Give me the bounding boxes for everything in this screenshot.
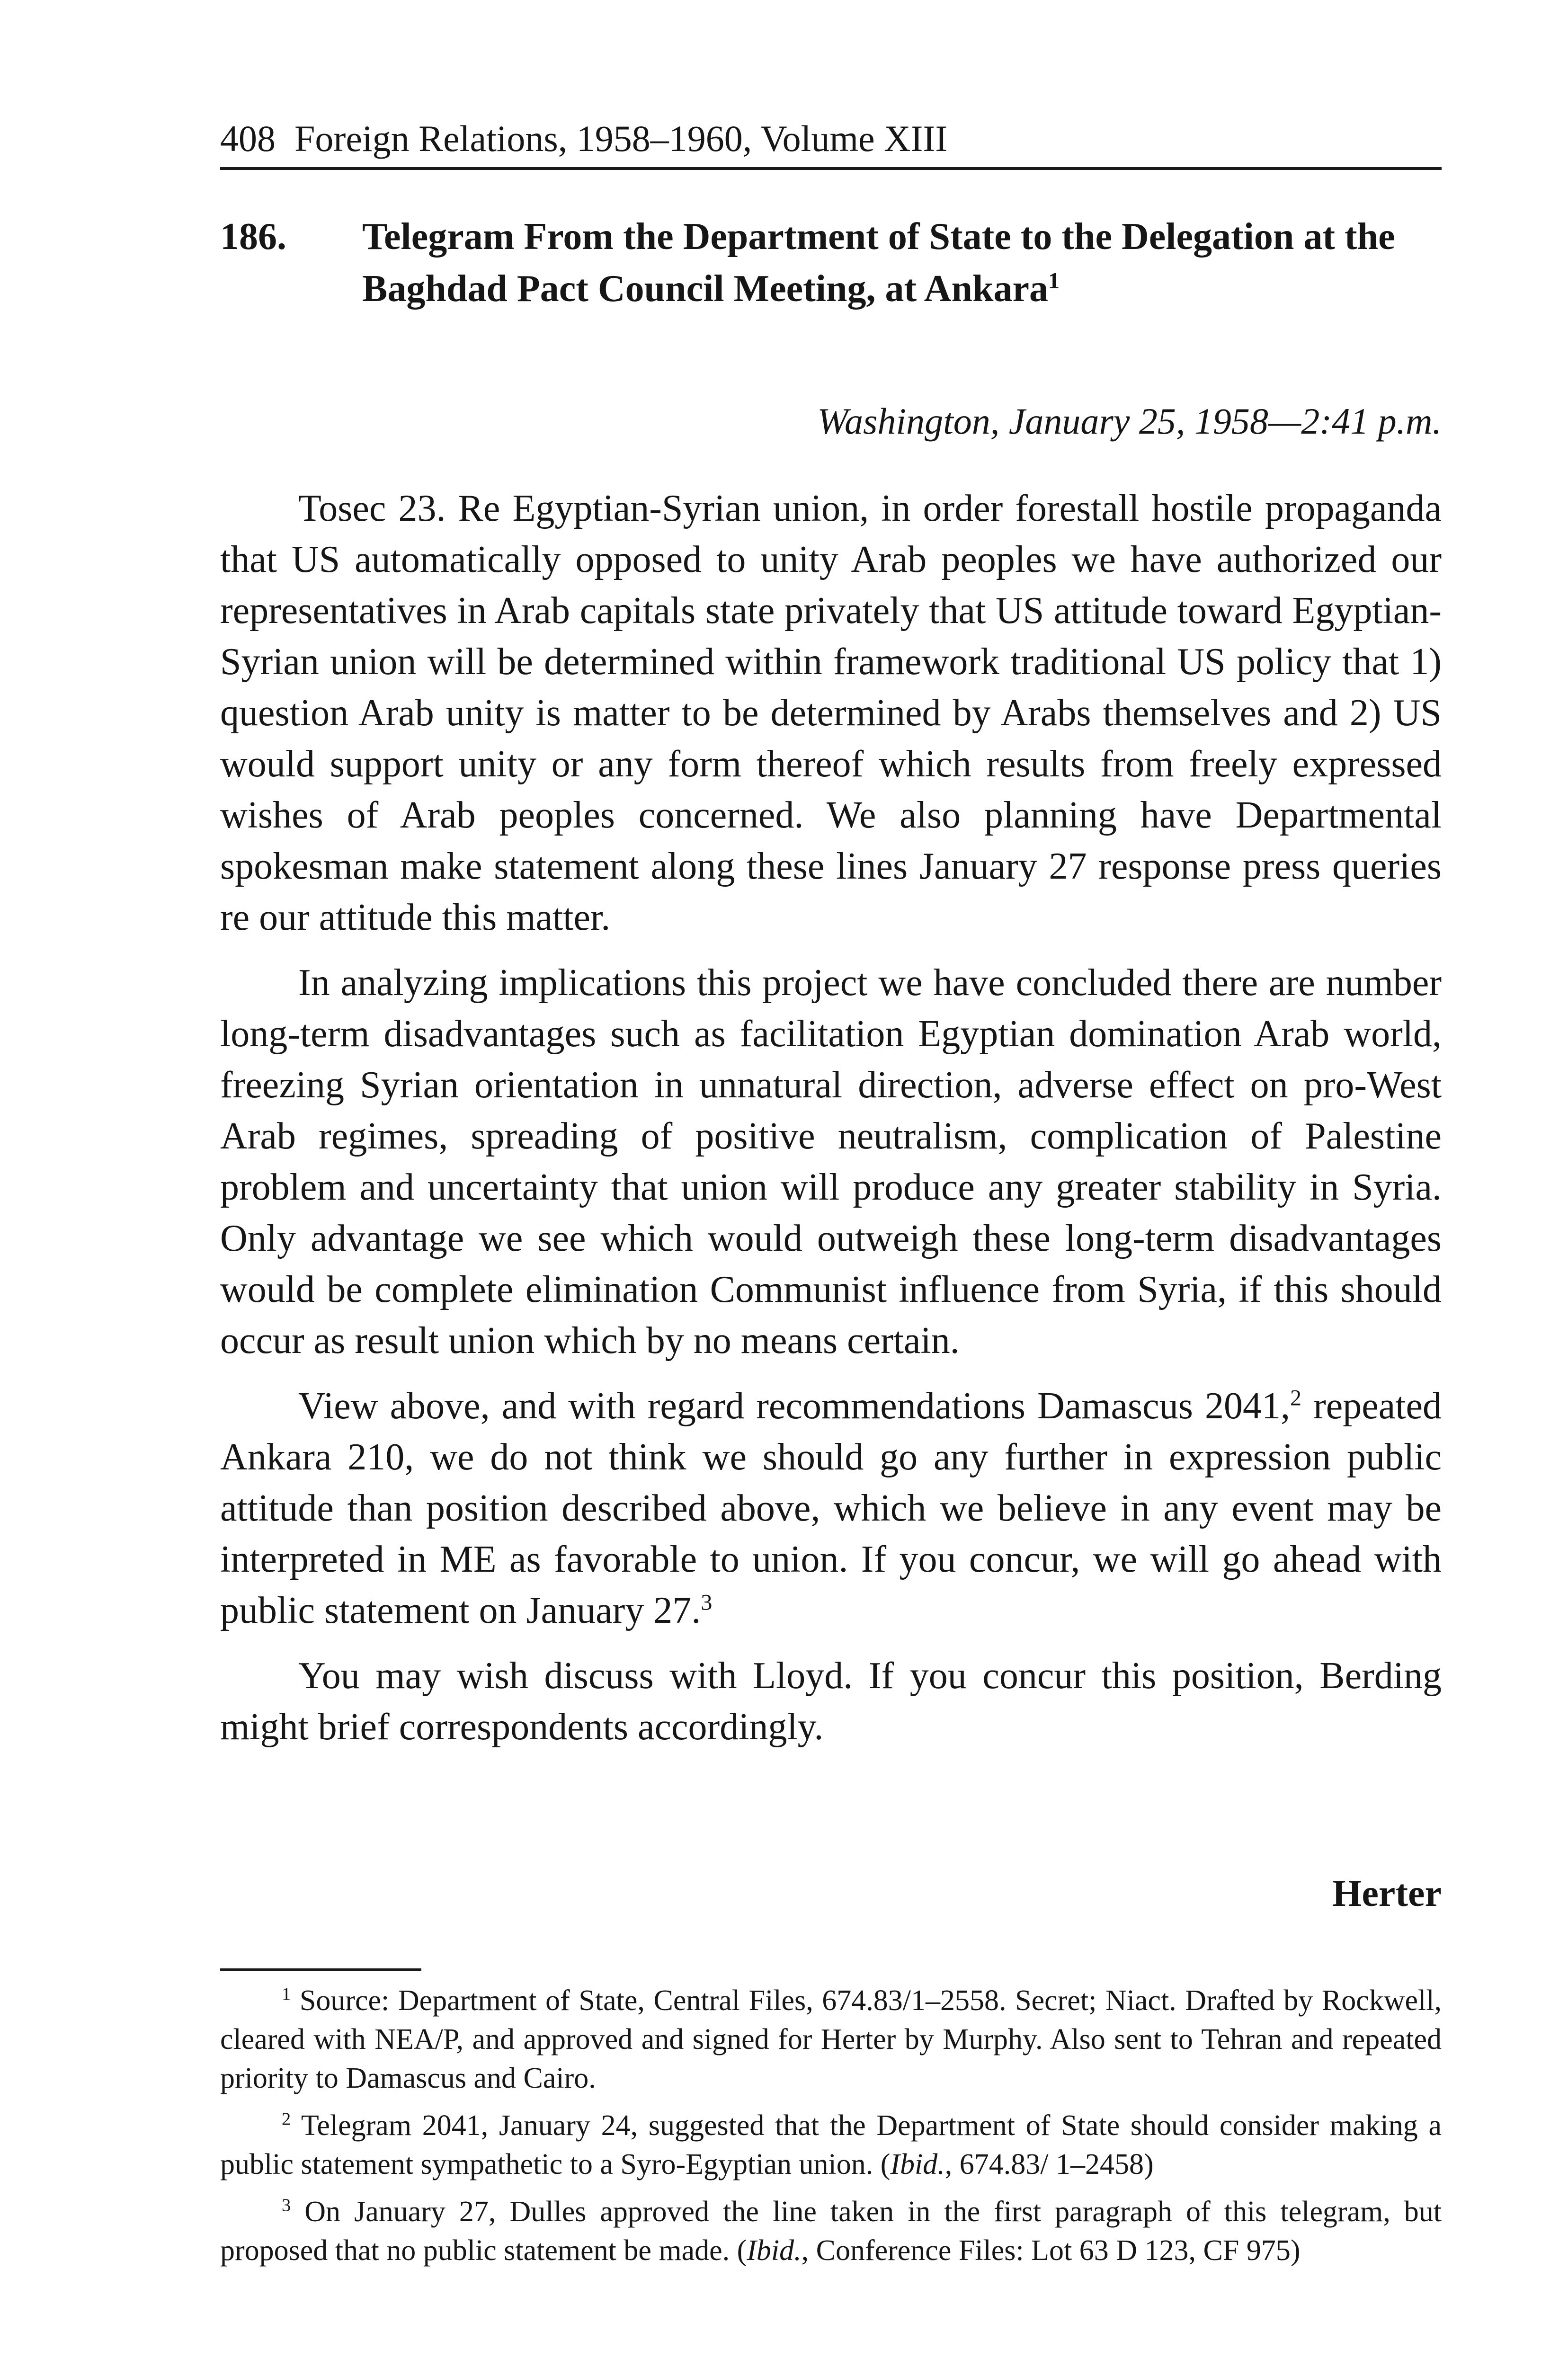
dateline: Washington, January 25, 1958—2:41 p.m. <box>817 400 1442 442</box>
footnote-2 <box>220 2106 1442 2184</box>
footnote-ref-2: 2 <box>1290 1385 1301 1411</box>
footnote-2-marker: 2 <box>282 2109 291 2129</box>
footnote-1-marker: 1 <box>282 1984 291 2004</box>
footnote-divider <box>220 1968 421 1971</box>
paragraph-4: You may wish discuss with Lloyd. If you concur this position, Berding might brief correspondents accordingly. <box>220 1655 1442 1748</box>
footnote-1 <box>220 1981 1442 2098</box>
paragraph-3 <box>220 1380 1442 1636</box>
footnotes <box>220 1981 1442 2278</box>
paragraph-3-part-b: repeated Ankara 210, we do not think we should go any further in expression public attitude than position described above, which we believe in any event may be interpreted in ME as favorable to union. If you concur, we will go ahead with public statement on January 27. <box>220 1385 1442 1631</box>
footnote-3-ibid: Ibid. <box>747 2234 802 2267</box>
paragraph-3-part-a: View above, and with regard recommendations Damascus 2041, <box>298 1385 1290 1427</box>
footnote-2-ibid: Ibid. <box>890 2148 945 2180</box>
running-header <box>220 115 1442 170</box>
footnote-3 <box>220 2192 1442 2270</box>
footnote-3-text-b: , Conference Files: Lot 63 D 123, CF 975) <box>801 2234 1301 2267</box>
document-heading <box>220 211 1442 315</box>
footnote-1-text: Source: Department of State, Central Files, 674.83/1–2558. Secret; Niact. Drafted by Rockwell, cleared with NEA/P, and approved and signed for Herter by Murphy. Also sent to Tehran and repeated priority to Damascus and Cairo. <box>220 1984 1442 2094</box>
paragraph-1: Tosec 23. Re Egyptian-Syrian union, in order forestall hostile propaganda that US automatically opposed to unity Arab peoples we have authorized our representatives in Arab capitals state privately that US attitude toward Egyptian-Syrian union will be determined within framework traditional US policy that 1) question Arab unity is matter to be determined by Arabs themselves and 2) US would support unity or any form thereof which results from freely expressed wishes of Arab peoples concerned. We also planning have Departmental spokesman make statement along these lines January 27 response press queries re our attitude this matter. <box>220 488 1442 938</box>
telegram-body <box>220 483 1442 1767</box>
footnote-3-marker: 3 <box>282 2195 291 2216</box>
paragraph-2: In analyzing implications this project we have concluded there are number long-term disadvantages such as facilitation Egyptian domination Arab world, freezing Syrian orientation in unnatural direction, adverse effect on pro-West Arab regimes, spreading of positive neutralism, complication of Palestine problem and uncertainty that union will produce any greater stability in Syria. Only advantage we see which would outweigh these long-term disadvantages would be complete elimination Communist influence from Syria, if this should occur as result union which by no means certain. <box>220 962 1442 1361</box>
page-number: 408 <box>220 118 276 159</box>
signature: Herter <box>1332 1873 1442 1914</box>
footnote-2-text-b: , 674.83/ 1–2458) <box>944 2148 1154 2180</box>
footnote-ref-1: 1 <box>1048 268 1060 294</box>
footnote-3-text-a: On January 27, Dulles approved the line taken in the first paragraph of this telegram, but proposed that no public statement be made. ( <box>220 2196 1442 2267</box>
document-number: 186. <box>220 216 286 258</box>
document-title: Telegram From the Department of State to the Delegation at the Baghdad Pact Council Meeting, at Ankara <box>362 216 1395 310</box>
document-page <box>220 0 1442 2367</box>
footnote-2-text-a: Telegram 2041, January 24, suggested that the Department of State should consider making a public statement sympathetic to a Syro-Egyptian union. ( <box>220 2109 1442 2180</box>
document-title-block <box>362 211 1442 315</box>
footnote-ref-3: 3 <box>701 1590 713 1615</box>
series-title: Foreign Relations, 1958–1960, Volume XIII <box>294 118 948 159</box>
